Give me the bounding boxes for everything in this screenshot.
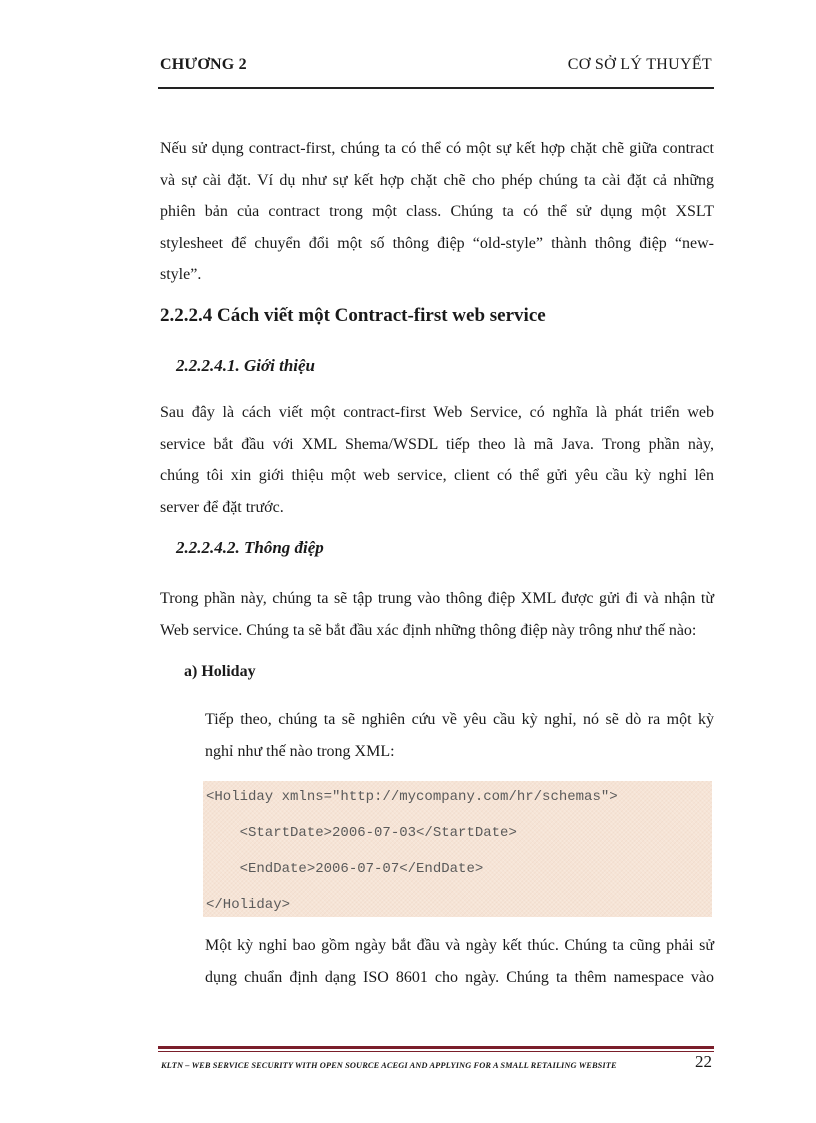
paragraph-line: server để đặt trước.: [160, 498, 284, 516]
xml-code-block: [203, 781, 712, 917]
paragraph-line: phiên bản của contract trong một class. Chúng ta có thể sử dụng một XSLT: [160, 203, 714, 220]
code-line: <Holiday xmlns="http://mycompany.com/hr/schemas">: [206, 789, 618, 805]
intro-section-paragraph: [160, 397, 714, 523]
code-line: </Holiday>: [206, 897, 291, 913]
paragraph-line: Web service. Chúng ta sẽ bắt đầu xác định những thông điệp này trông như thế nào:: [160, 621, 697, 639]
paragraph-line: Tiếp theo, chúng ta sẽ nghiên cứu về yêu cầu kỳ nghỉ, nó sẽ dò ra một kỳ: [205, 711, 714, 728]
paragraph-line: chúng tôi xin giới thiệu một web service, client có thể gửi yêu cầu kỳ nghỉ lên: [160, 467, 714, 484]
paragraph-line: stylesheet để chuyển đổi một số thông điệp “old-style” thành thông điệp “new-: [160, 234, 714, 252]
footer-divider-thin: [158, 1051, 714, 1052]
holiday-description: [205, 930, 714, 993]
paragraph-line: Sau đây là cách viết một contract-first Web Service, có nghĩa là phát triển web: [160, 404, 714, 421]
paragraph-line: và sự cài đặt. Ví dụ như sự kết hợp chặt chẽ cho phép chúng ta cài đặt cả những: [160, 171, 714, 189]
intro-paragraph: [160, 133, 714, 291]
footer-title: KLTN – WEB SERVICE SECURITY WITH OPEN SOURCE ACEGI AND APPLYING FOR A SMALL RETAILING WEBSITE: [161, 1061, 617, 1070]
footer-divider-thick: [158, 1046, 714, 1049]
code-line: <EndDate>2006-07-07</EndDate>: [206, 861, 484, 877]
chapter-label: CHƯƠNG 2: [160, 56, 247, 73]
chapter-title: CƠ SỞ LÝ THUYẾT: [567, 56, 712, 73]
holiday-paragraph: [205, 704, 714, 767]
paragraph-line: Trong phần này, chúng ta sẽ tập trung vào thông điệp XML được gửi đi và nhận từ: [160, 590, 714, 607]
page-number: 22: [695, 1052, 712, 1071]
subsection-heading-intro: 2.2.2.4.1. Giới thiệu: [176, 356, 315, 375]
section-heading: 2.2.2.4 Cách viết một Contract-first web service: [160, 305, 546, 326]
code-line: <StartDate>2006-07-03</StartDate>: [206, 825, 517, 841]
paragraph-line: dụng chuẩn định dạng ISO 8601 cho ngày. Chúng ta thêm namespace vào: [205, 968, 714, 986]
list-item-heading: a) Holiday: [184, 663, 256, 680]
paragraph-line: Một kỳ nghỉ bao gồm ngày bắt đầu và ngày kết thúc. Chúng ta cũng phải sử: [205, 937, 714, 954]
header-divider: [158, 87, 714, 89]
paragraph-line: Nếu sử dụng contract-first, chúng ta có thể có một sự kết hợp chặt chẽ giữa contract: [160, 140, 714, 157]
subsection-heading-message: 2.2.2.4.2. Thông điệp: [176, 538, 324, 557]
paragraph-line: nghỉ như thế nào trong XML:: [205, 742, 395, 760]
message-section-paragraph: [160, 583, 714, 646]
paragraph-line: style”.: [160, 266, 202, 283]
paragraph-line: service bắt đầu với XML Shema/WSDL tiếp theo là mã Java. Trong phần này,: [160, 435, 714, 453]
